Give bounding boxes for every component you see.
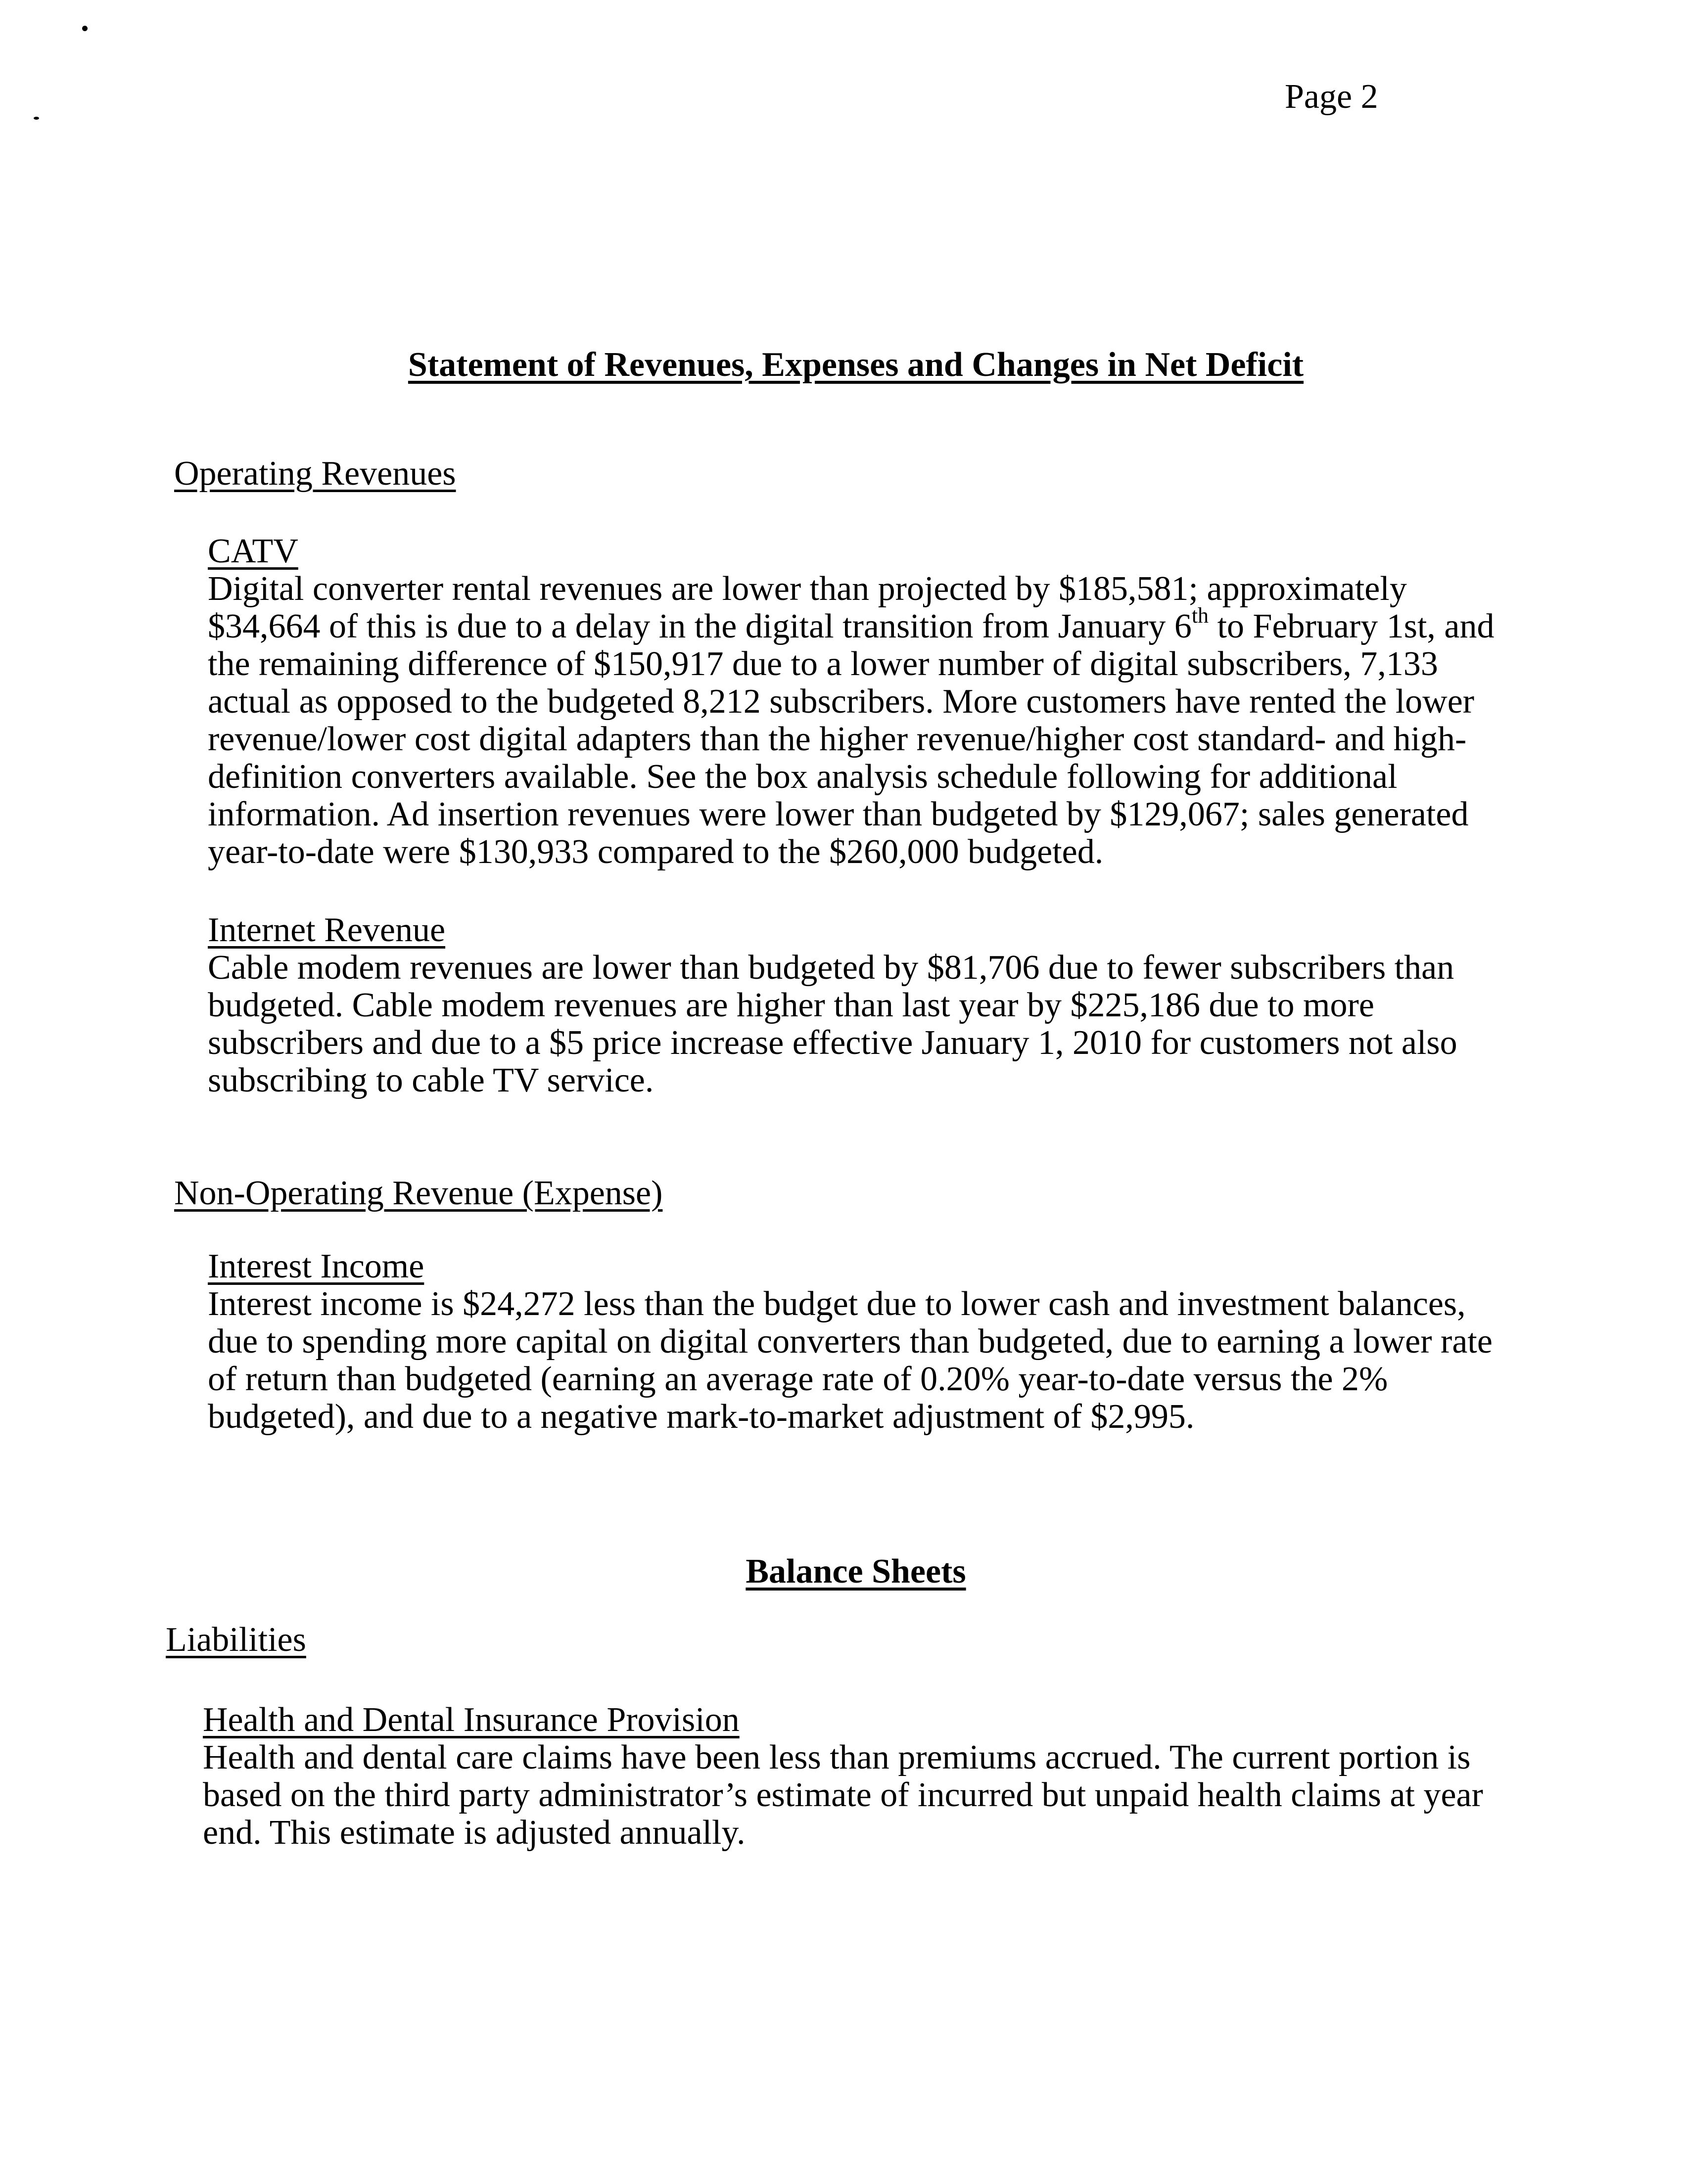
text-line	[208, 603, 1495, 645]
text-line: Interest income is $24,272 less than the budget due to lower cash and investment balances,	[208, 1285, 1466, 1323]
text-line: year-to-date were $130,933 compared to the $260,000 budgeted.	[208, 833, 1104, 871]
text-segment: $34,664 of this is due to a delay in the digital transition from January 6	[208, 607, 1192, 645]
heading-liabilities: Liabilities	[166, 1621, 306, 1659]
superscript: th	[1191, 603, 1209, 628]
text-line: due to spending more capital on digital converters than budgeted, due to earning a lower rate	[208, 1322, 1493, 1361]
paragraph-health-dental	[203, 1738, 1483, 1852]
scan-speck	[34, 117, 39, 120]
heading-operating-revenues: Operating Revenues	[174, 455, 456, 493]
text-line: subscribing to cable TV service.	[208, 1061, 654, 1099]
statement-title: Statement of Revenues, Expenses and Changes in Net Deficit	[408, 346, 1304, 384]
text-line: Digital converter rental revenues are lower than projected by $185,581; approximately	[208, 570, 1407, 608]
text-line: budgeted), and due to a negative mark-to-market adjustment of $2,995.	[208, 1398, 1195, 1436]
heading-internet-revenue: Internet Revenue	[208, 911, 446, 949]
text-segment: to February 1st, and	[1209, 607, 1495, 645]
text-line: subscribers and due to a $5 price increase effective January 1, 2010 for customers not also	[208, 1024, 1457, 1062]
text-line: Health and dental care claims have been less than premiums accrued. The current portion is	[203, 1738, 1471, 1776]
text-line: revenue/lower cost digital adapters than the higher revenue/higher cost standard- and high-	[208, 720, 1467, 758]
text-line: Cable modem revenues are lower than budgeted by $81,706 due to fewer subscribers than	[208, 949, 1454, 987]
text-line: based on the third party administrator’s estimate of incurred but unpaid health claims at year	[203, 1776, 1483, 1814]
paragraph-internet-revenue	[208, 949, 1457, 1099]
page-number: Page 2	[1285, 78, 1378, 116]
balance-sheets-title: Balance Sheets	[746, 1552, 966, 1591]
text-line: of return than budgeted (earning an average rate of 0.20% year-to-date versus the 2%	[208, 1360, 1388, 1398]
heading-health-dental: Health and Dental Insurance Provision	[203, 1701, 740, 1739]
scan-speck	[82, 26, 88, 31]
text-line: the remaining difference of $150,917 due to a lower number of digital subscribers, 7,133	[208, 645, 1438, 683]
text-line: definition converters available. See the box analysis schedule following for additional	[208, 758, 1398, 796]
paragraph-interest-income	[208, 1285, 1493, 1436]
text-line: budgeted. Cable modem revenues are higher than last year by $225,186 due to more	[208, 986, 1374, 1024]
heading-non-operating: Non-Operating Revenue (Expense)	[174, 1174, 663, 1212]
heading-interest-income: Interest Income	[208, 1247, 424, 1285]
text-line: end. This estimate is adjusted annually.	[203, 1814, 746, 1852]
text-line: information. Ad insertion revenues were lower than budgeted by $129,067; sales generated	[208, 795, 1469, 833]
heading-catv: CATV	[208, 532, 298, 570]
paragraph-catv	[208, 570, 1495, 871]
text-line: actual as opposed to the budgeted 8,212 subscribers. More customers have rented the lower	[208, 682, 1475, 721]
